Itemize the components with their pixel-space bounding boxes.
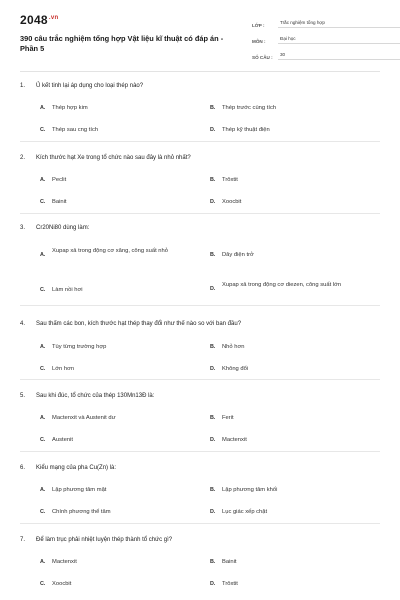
option-letter: A. [40,105,46,111]
option-letter: C. [40,509,46,515]
option-text: Trôxtit [222,177,238,183]
answer-option-c[interactable] [40,508,182,516]
option-letter: D. [210,437,216,443]
document-header [20,0,380,72]
option-text: Làm nồi hơi [52,287,83,293]
answer-option-c[interactable] [40,126,182,134]
question-text: Cr20Ni80 dùng làm: [36,225,90,231]
meta-label: MÔN : [252,39,266,44]
question-text: Sau khi đúc, tổ chức của thép 130Mn13Đ là: [36,393,155,399]
option-letter: B. [210,415,216,421]
answer-option-b[interactable] [210,251,352,259]
option-letter: A. [40,487,46,493]
question-number: 5. [20,393,26,399]
option-letter: D. [210,366,216,372]
option-letter: B. [210,487,216,493]
meta-value: Trắc nghiệm tổng hợp [278,20,400,28]
option-text: Chính phương thể tâm [52,509,111,515]
question-item [20,306,380,380]
answer-option-c[interactable] [40,198,182,206]
answer-option-b[interactable] [210,558,352,566]
option-text: Lập phương tâm mặt [52,487,107,493]
question-item [20,72,380,142]
answer-option-c[interactable] [40,286,182,294]
answer-option-b[interactable] [210,486,352,494]
option-letter: A. [40,177,46,183]
option-letter: B. [210,105,216,111]
question-number: 1. [20,83,26,89]
question-text: Kiểu mạng của pha Cu(Zn) là: [36,465,117,471]
question-header [20,224,366,232]
option-text: Xupap xả trong động cơ xăng, công suất nhỏ [52,248,168,254]
option-text: Mactenxit [52,559,77,565]
meta-label: SỐ CÂU : [252,55,273,60]
document-meta [252,14,400,62]
question-item [20,452,380,524]
option-letter: D. [210,509,216,515]
answer-option-c[interactable] [40,436,182,444]
meta-class-row [252,14,400,28]
option-text: Xupap xả trong động cơ diezen, công suất lớn [222,282,342,288]
answer-option-a[interactable] [40,558,182,566]
document-title: 390 câu trắc nghiệm tổng hợp Vật liệu kĩ thuật có đáp án - Phần 5 [20,34,224,53]
question-text: Ủ kết tinh lại áp dụng cho loại thép nào? [36,83,144,89]
option-letter: A. [40,252,46,258]
answer-option-c[interactable] [40,580,182,588]
option-letter: C. [40,366,46,372]
option-text: Thép sau cng tích [52,127,99,133]
option-text: Trôxtit [222,581,238,587]
answer-option-d[interactable] [210,580,352,588]
question-number: 3. [20,225,26,231]
option-text: Austenit [52,437,73,443]
question-number: 6. [20,465,26,471]
answer-option-a[interactable] [40,414,182,422]
option-letter: B. [210,559,216,565]
question-number: 2. [20,155,26,161]
answer-option-a[interactable] [40,104,182,112]
option-letter: D. [210,581,216,587]
option-text: Xoocbit [52,581,72,587]
option-text: Dây điện trở [222,252,254,258]
option-text: Bainit [52,199,67,205]
question-header [20,392,366,400]
logo-text: 2048 [20,13,48,27]
option-letter: C. [40,127,46,133]
option-text: Peclit [52,177,67,183]
option-letter: A. [40,559,46,565]
meta-count-row [252,46,400,60]
option-letter: C. [40,437,46,443]
meta-label: LỚP : [252,23,265,28]
answer-option-b[interactable] [210,343,352,351]
answer-option-b[interactable] [210,414,352,422]
question-text: Kích thước hạt Xe trong tổ chức nào sau đây là nhỏ nhất? [36,155,191,161]
option-letter: D. [210,127,216,133]
question-header [20,82,366,90]
option-text: Xoocbit [222,199,242,205]
option-text: Ferit [222,415,234,421]
meta-value: Đại học [278,36,400,44]
option-text: Nhỏ hơn [222,344,245,350]
answer-option-c[interactable] [40,365,182,373]
question-header [20,464,366,472]
logo-domain: .vn [48,15,59,21]
meta-subject-row [252,30,400,44]
option-letter: C. [40,287,46,293]
option-letter: C. [40,199,46,205]
option-text: Lục giác xếp chặt [222,509,268,515]
question-header [20,154,366,162]
answer-option-d[interactable] [210,508,352,516]
answer-option-d[interactable] [210,126,352,134]
option-text: Không đổi [222,366,249,372]
option-text: Mactenxit [222,437,247,443]
option-text: Tùy từng trường hợp [52,344,107,350]
site-logo[interactable] [20,13,58,27]
question-item [20,214,380,306]
question-text: Sau thấm các bon, kích thước hạt thép thay đổi như thế nào so với ban đầu? [36,321,242,327]
answer-option-b[interactable] [210,176,352,184]
option-letter: B. [210,252,216,258]
question-header [20,536,366,544]
answer-option-a[interactable] [40,176,182,184]
option-text: Lập phương tâm khối [222,487,278,493]
option-letter: D. [210,286,216,292]
option-letter: A. [40,415,46,421]
question-item [20,524,380,600]
answer-option-d[interactable] [210,281,392,293]
question-header [20,320,366,328]
option-letter: B. [210,177,216,183]
question-item [20,380,380,452]
option-letter: C. [40,581,46,587]
question-text: Để làm trục phải nhiệt luyện thép thành tổ chức gì? [36,537,173,543]
option-text: Thép hợp kim [52,105,88,111]
answer-option-a[interactable] [40,486,182,494]
question-number: 7. [20,537,26,543]
option-text: Thép trước cùng tích [222,105,277,111]
option-text: Bainit [222,559,237,565]
option-letter: A. [40,344,46,350]
answer-option-a[interactable] [40,343,182,351]
question-item [20,142,380,214]
answer-option-d[interactable] [210,436,352,444]
option-text: Thép kỹ thuật điện [222,127,270,133]
answer-option-d[interactable] [210,365,352,373]
option-text: Mactenxit và Austenit dư [52,415,116,421]
answer-option-d[interactable] [210,198,352,206]
option-text: Lớn hơn [52,366,75,372]
answer-option-b[interactable] [210,104,352,112]
option-letter: B. [210,344,216,350]
meta-value: 30 [278,52,400,60]
answer-option-a[interactable] [40,247,182,259]
option-letter: D. [210,199,216,205]
question-number: 4. [20,321,26,327]
